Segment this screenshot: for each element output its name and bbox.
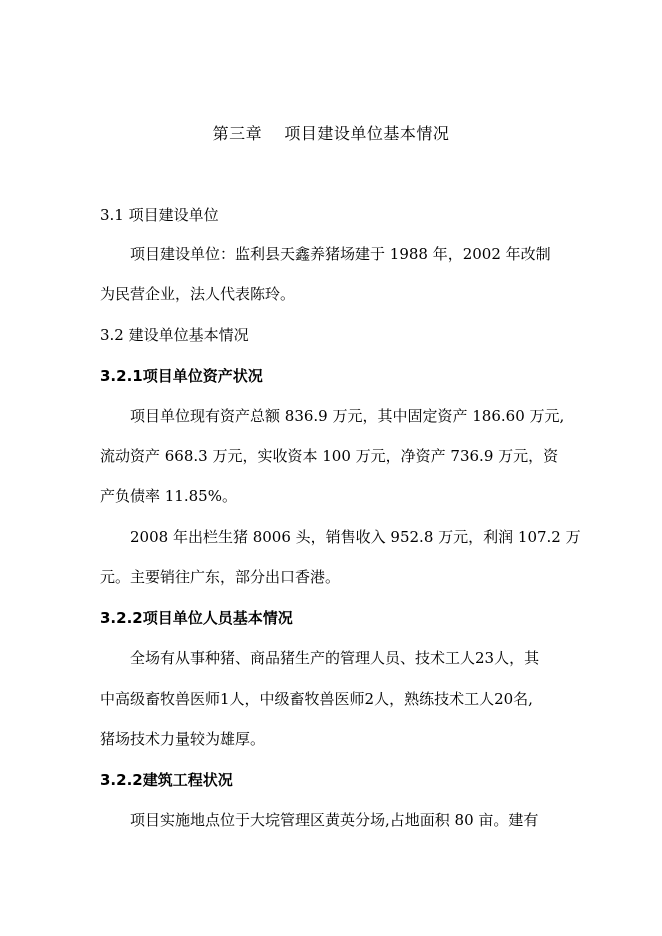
paragraph-line: 为民营企业，法人代表陈玲。 <box>100 285 296 303</box>
paragraph-line: 项目单位现有资产总额 836.9 万元，其中固定资产 186.60 万元, <box>130 407 565 425</box>
paragraph-line: 中高级畜牧兽医师1人，中级畜牧兽医师2人，熟练技术工人20名, <box>100 690 533 708</box>
chapter-title: 第三章 项目建设单位基本情况 <box>212 124 450 143</box>
paragraph-line: 项目实施地点位于大垸管理区黄英分场,占地面积 80 亩。建有 <box>130 811 539 829</box>
paragraph-line: 流动资产 668.3 万元，实收资本 100 万元，净资产 736.9 万元，资 <box>100 447 559 465</box>
paragraph-line: 2008 年出栏生猪 8006 头，销售收入 952.8 万元，利润 107.2 万 <box>130 528 581 546</box>
paragraph-line: 元。主要销往广东，部分出口香港。 <box>100 568 341 586</box>
paragraph-line: 产负债率 11.85%。 <box>100 487 237 505</box>
paragraph-line: 全场有从事种猪、商品猪生产的管理人员、技术工人23人，其 <box>130 649 540 667</box>
paragraph-line: 项目建设单位：监利县天鑫养猪场建于 1988 年，2002 年改制 <box>130 245 551 263</box>
section-heading-3-1: 3.1 项目建设单位 <box>100 206 219 224</box>
section-heading-3-2: 3.2 建设单位基本情况 <box>100 326 249 344</box>
section-heading-3-2-1: 3.2.1项目单位资产状况 <box>100 367 263 385</box>
paragraph-line: 猪场技术力量较为雄厚。 <box>100 730 266 748</box>
section-heading-3-2-2-construction: 3.2.2建筑工程状况 <box>100 771 233 789</box>
section-heading-3-2-2-personnel: 3.2.2项目单位人员基本情况 <box>100 609 293 627</box>
